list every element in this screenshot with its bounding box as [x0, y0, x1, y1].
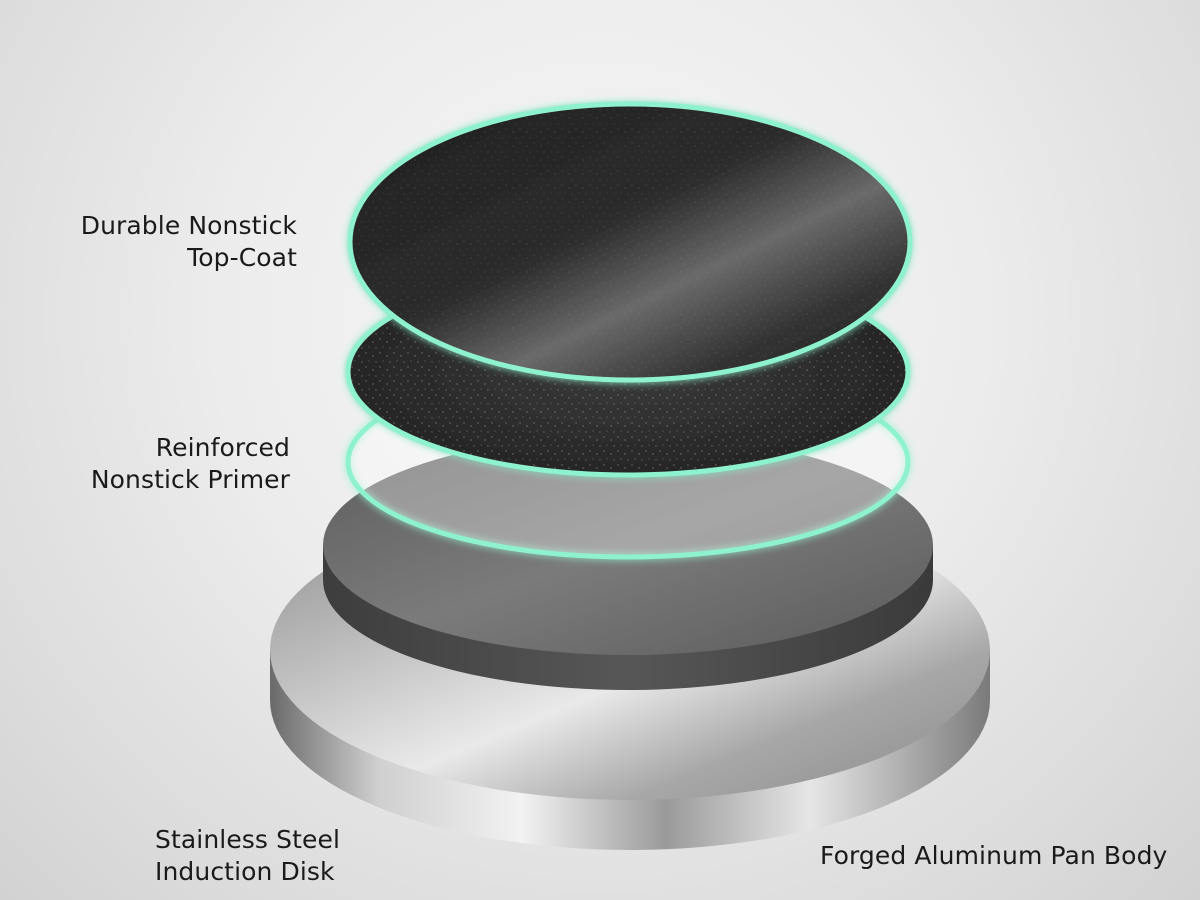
primer-label-line1: Reinforced	[155, 433, 290, 462]
primer-label	[91, 432, 290, 496]
top-coat-label	[81, 210, 297, 274]
aluminum-body-label-line1: Forged Aluminum Pan Body	[820, 841, 1168, 870]
steel-disk-label-line1: Stainless Steel	[155, 825, 340, 854]
top-coat-label-line1: Durable Nonstick	[80, 211, 297, 240]
aluminum-body-label	[820, 840, 1167, 872]
top-coat-label-line2: Top-Coat	[187, 243, 297, 272]
steel-disk-label-line2: Induction Disk	[155, 857, 335, 886]
top-coat-layer	[350, 104, 910, 380]
primer-label-line2: Nonstick Primer	[90, 465, 290, 494]
steel-disk-label	[155, 824, 340, 888]
